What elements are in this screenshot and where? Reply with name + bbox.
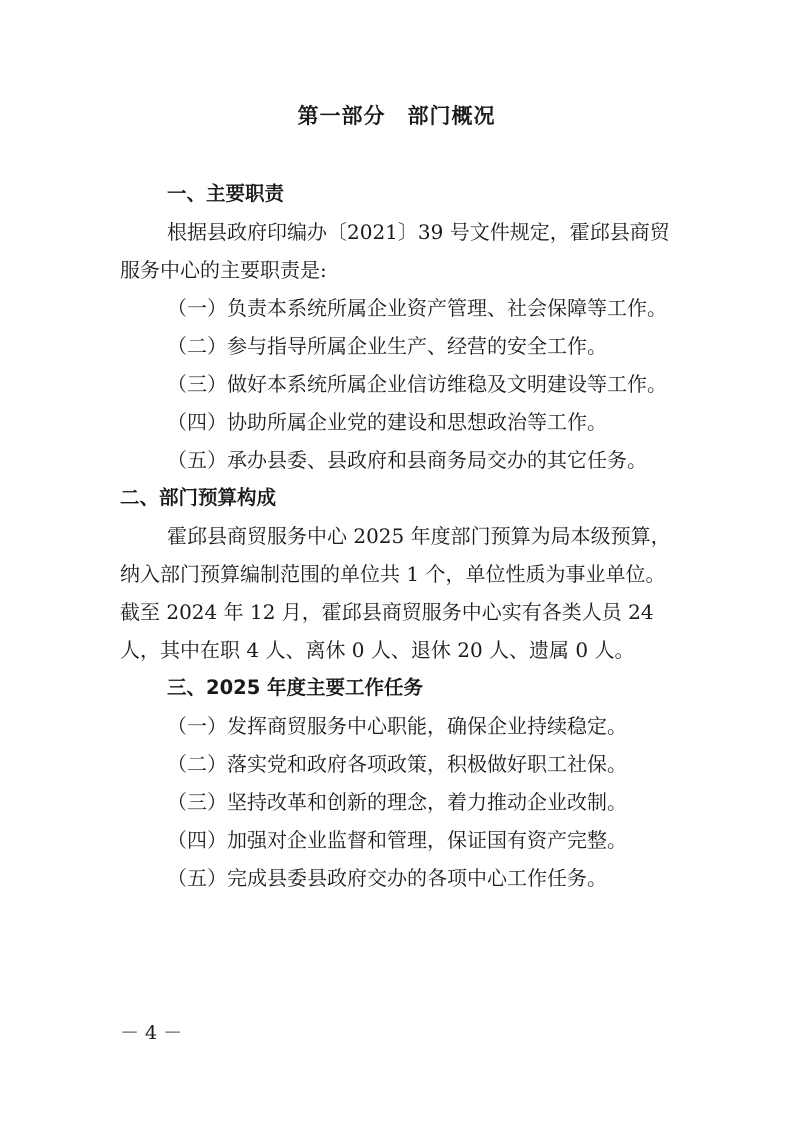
paragraph-line: 人，其中在职 4 人、离休 0 人、退休 20 人、遗属 0 人。 xyxy=(120,638,635,662)
list-item: （三）坚持改革和创新的理念，着力推动企业改制。 xyxy=(167,790,627,814)
list-item: （二）参与指导所属企业生产、经营的安全工作。 xyxy=(167,334,607,358)
section-heading-main-duties: 一、主要职责 xyxy=(167,182,285,205)
section-heading-main-tasks: 三、2025 年度主要工作任务 xyxy=(167,676,424,699)
paragraph-line: 根据县政府印编办〔2021〕39 号文件规定，霍邱县商贸 xyxy=(167,220,670,244)
paragraph-line: 霍邱县商贸服务中心 2025 年度部门预算为局本级预算， xyxy=(167,524,671,548)
paragraph-line: 服务中心的主要职责是: xyxy=(120,258,327,282)
list-item: （二）落实党和政府各项政策，积极做好职工社保。 xyxy=(167,752,627,776)
list-item: （四）协助所属企业党的建设和思想政治等工作。 xyxy=(167,410,607,434)
page-title: 第一部分 部门概况 xyxy=(297,104,496,128)
section-heading-budget-composition: 二、部门预算构成 xyxy=(120,486,277,509)
list-item: （一）负责本系统所属企业资产管理、社会保障等工作。 xyxy=(167,296,667,320)
list-item: （五）承办县委、县政府和县商务局交办的其它任务。 xyxy=(167,448,647,472)
list-item: （三）做好本系统所属企业信访维稳及文明建设等工作。 xyxy=(167,372,667,396)
page-number: － 4 － xyxy=(120,1022,183,1044)
list-item: （五）完成县委县政府交办的各项中心工作任务。 xyxy=(167,866,607,890)
paragraph-line: 截至 2024 年 12 月，霍邱县商贸服务中心实有各类人员 24 xyxy=(120,600,654,624)
list-item: （四）加强对企业监督和管理，保证国有资产完整。 xyxy=(167,828,627,852)
paragraph-line: 纳入部门预算编制范围的单位共 1 个，单位性质为事业单位。 xyxy=(120,562,666,586)
list-item: （一）发挥商贸服务中心职能，确保企业持续稳定。 xyxy=(167,714,627,738)
